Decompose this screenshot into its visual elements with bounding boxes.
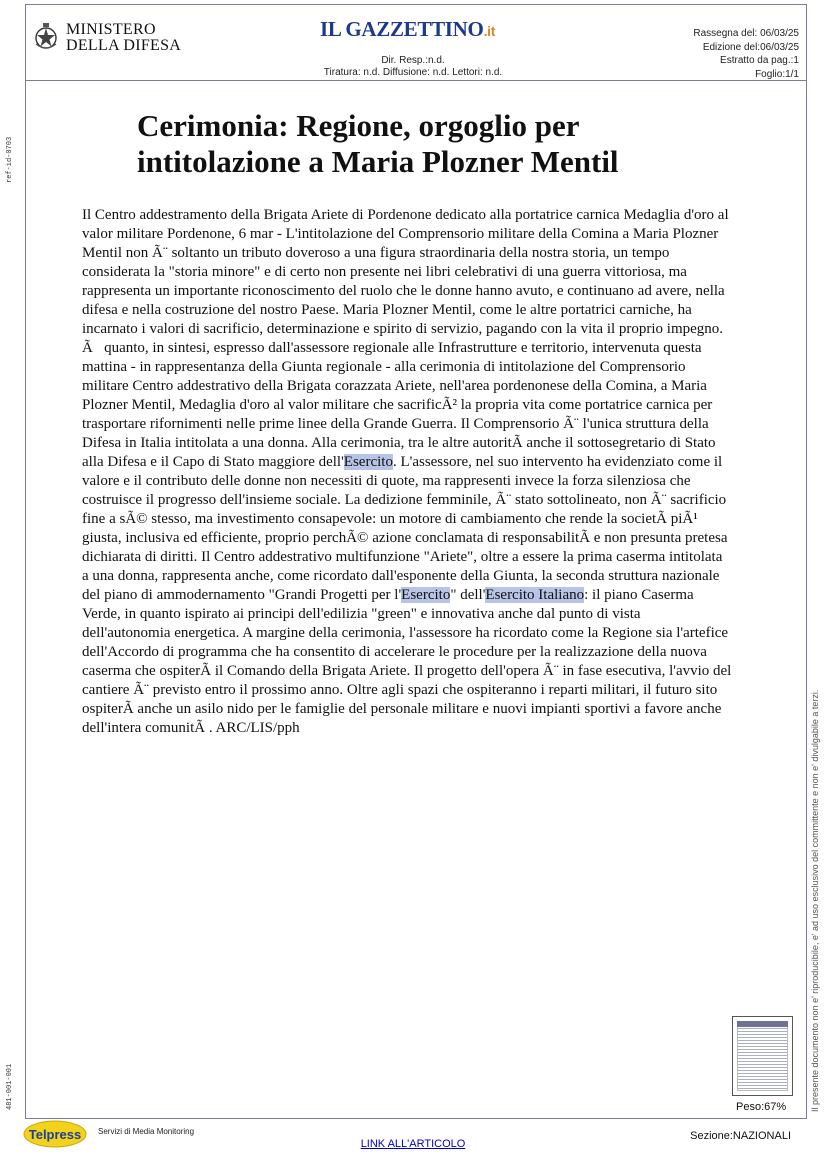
body-text-segment: Il Centro addestramento della Brigata Ariete di Pordenone dedicato alla portatrice carnica Medaglia d'oro al valor militare Pordenone, 6 mar - L'intitolazione del Comprensorio militare della Comina a Maria Plozner Mentil non Ã¨ soltanto un tributo doveroso a una figura straordinaria della nostra storia, un tempo considerata la "storia minore" e di certo non presente nei libri celebrativi di una guerra vittoriosa, ma rappresenta un importante riconoscimento del ruolo che le donne hanno avuto, e continuano ad avere, nella difesa e nella costruzione del nostro Paese. Maria Plozner Mentil, come le altre portatrici carniche, ha incarnato i valori di sacrificio, determinazione e spirito di servizio, pagando con la vita il proprio impegno. Ã quanto, in sintesi, espresso dall'assessore regionale alle Infrastrutture e territorio, intervenuta questa mattina - in rappresentanza della Giunta regionale - alla cerimonia di intitolazione del Comprensorio militare Centro addestrativo della Brigata corazzata Ariete, nell'area pordenonese della Comina, a Maria Plozner Mentil, Medaglia d'oro al valor militare che sacrificÃ² la propria vita come portatrice carnica per trasportare rifornimenti nelle prime linee della Grande Guerra. Il Comprensorio Ã¨ l'unica struttura della Difesa in Italia intitolata a una donna. Alla cerimonia, tra le altre autoritÃ anche il sottosegretario di Stato alla Difesa e il Capo di Stato maggiore dell' [82,207,729,470]
header-divider [25,80,807,81]
peso-value: Peso:67% [736,1101,787,1113]
ref-id-bottom: 481-001-001 [6,1063,14,1110]
ministry-name-line1: MINISTERO [66,21,156,38]
newspaper-masthead [320,17,495,42]
title-line-2: intitolazione a Maria Plozner Mentil [137,144,619,179]
thumbnail-title-block [737,1021,788,1027]
highlighted-keyword: Esercito [343,454,393,470]
body-text-segment: . L'assessore, nel suo intervento ha evidenziato come il valore e il contributo delle donne non necessiti di quote, ma rappresenti invece la forza silenziosa che costruisce il progresso dell'insieme sociale. La dedizione femminile, Ã¨ stato sottolineato, non Ã¨ sacrificio fine a sÃ© stesso, ma investimento consapevole: un motore di cambiamento che rende la societÃ piÃ¹ giusta, inclusiva ed efficiente, proprio perchÃ© azione conclamata di responsabilitÃ e non presunta pretesa dichiarata di diritti. Il Centro addestrativo multifunzione "Ariete", oltre a essere la prima caserma intitolata a una donna, rappresenta anche, come ricordato dall'esponente della Giunta, la seconda struttura nazionale del piano di ammodernamento "Grandi Progetti per l' [82,454,728,603]
masthead-tld: .it [483,23,496,39]
highlighted-keyword: Esercito [401,587,451,603]
ministry-name-line2: DELLA DIFESA [66,37,182,54]
section-label: Sezione:NAZIONALI [690,1130,791,1142]
title-line-1: Cerimonia: Regione, orgoglio per [137,108,580,143]
article-body [82,206,732,738]
edizione-date: Edizione del:06/03/25 [702,41,799,53]
foglio-count: Foglio:1/1 [755,68,799,80]
ref-id-top: ref-id-0703 [6,136,14,183]
telpress-logo-text: Telpress [28,1127,82,1142]
media-monitoring-label: Servizi di Media Monitoring [98,1127,195,1136]
reproduction-disclaimer: Il presente documento non e' riproducibile, e' ad uso esclusivo del committente e non e' divulgabile a terzi. [810,689,820,1112]
edition-meta [693,27,799,81]
italian-emblem-icon [33,22,59,52]
article-link[interactable]: LINK ALL'ARTICOLO [360,1138,466,1150]
thumbnail-text-lines [737,1021,788,1091]
tiratura-info: Tiratura: n.d. Diffusione: n.d. Lettori: n.d. [323,67,503,78]
masthead-name: IL GAZZETTINO [320,17,484,41]
body-text-segment: " dell' [450,587,486,603]
article-title [137,108,757,180]
estratto-page: Estratto da pag.:1 [720,55,799,66]
ministry-logo [33,22,181,54]
body-text-segment: : il piano Caserma Verde, in quanto ispirato ai principi dell'edilizia "green" e innovativa anche dal punto di vista dell'autonomia energetica. A margine della cerimonia, l'assessore ha ricordato come la Regione sia l'artefice dell'Accordo di programma che ha consentito di accelerare le procedure per la realizzazione della nuova caserma che ospiterÃ il Comando della Brigata Ariete. Il progetto dell'opera Ã¨ in fase esecutiva, l'avvio del cantiere Ã¨ previsto entro il prossimo anno. Oltre agli spazi che ospiteranno i reparti militari, il futuro sito ospiterÃ anche un asilo nido per le famiglie del personale militare e nuovi impianti sportivi a favore anche dell'intera comunitÃ . ARC/LIS/pph [82,587,732,736]
page-thumbnail[interactable] [732,1016,793,1096]
dir-resp: Dir. Resp.:n.d. [381,55,445,66]
highlighted-keyword: Esercito Italiano [485,587,585,603]
rassegna-date: Rassegna del: 06/03/25 [693,28,799,39]
